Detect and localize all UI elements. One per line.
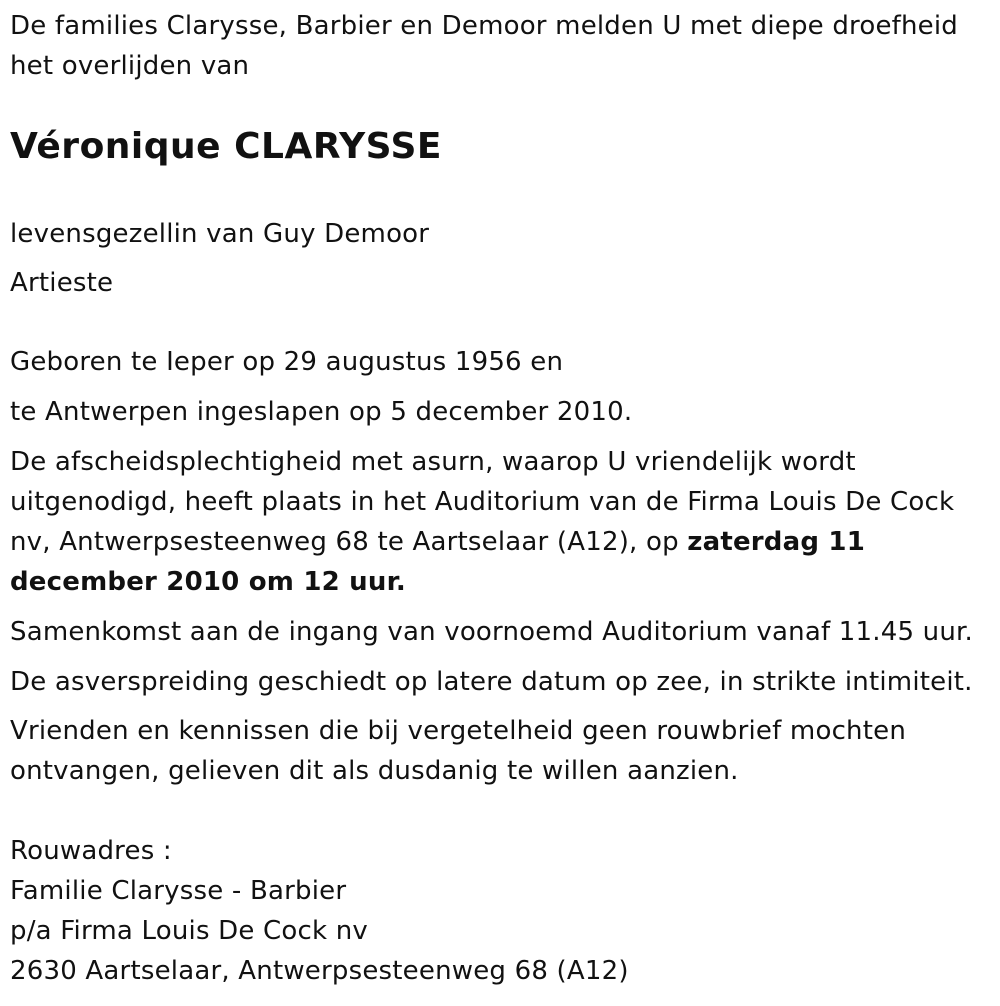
friends-paragraph: Vrienden en kennissen die bij vergetelheid geen rouwbrief mochten ontvangen, gelieven dit als dusdanig te willen aanzien. (10, 716, 907, 786)
deceased-name: Véronique CLARYSSE (10, 126, 442, 167)
intro-line-2: het overlijden van (10, 51, 250, 81)
occupation: Artieste (10, 268, 114, 298)
ceremony-datetime: zaterdag 11 december 2010 om 12 uur. (10, 527, 866, 597)
address-line-1: Familie Clarysse - Barbier (10, 876, 347, 906)
address-line-3: 2630 Aartselaar, Antwerpsesteenweg 68 (A12) (10, 956, 629, 986)
intro-block (10, 6, 995, 86)
died-line: te Antwerpen ingeslapen op 5 december 2010. (10, 397, 633, 427)
address-label: Rouwadres : (10, 836, 172, 866)
partner-line: levensgezellin van Guy Demoor (10, 219, 430, 249)
born-line: Geboren te Ieper op 29 augustus 1956 en (10, 347, 564, 377)
ceremony-paragraph (10, 442, 985, 602)
address-line-2: p/a Firma Louis De Cock nv (10, 916, 368, 946)
intro-line-1: De families Clarysse, Barbier en Demoor melden U met diepe droefheid (10, 11, 959, 41)
ceremony-text: De afscheidsplechtigheid met asurn, waarop U vriendelijk wordt uitgenodigd, heeft plaats in het Auditorium van de Firma Louis De Cock nv, Antwerpsesteenweg 68 te Aartselaar (A12), op (10, 447, 955, 557)
gathering-line: Samenkomst aan de ingang van voornoemd Auditorium vanaf 11.45 uur. (10, 617, 973, 647)
mourning-address (10, 831, 629, 991)
scattering-line: De asverspreiding geschiedt op latere datum op zee, in strikte intimiteit. (10, 667, 973, 697)
